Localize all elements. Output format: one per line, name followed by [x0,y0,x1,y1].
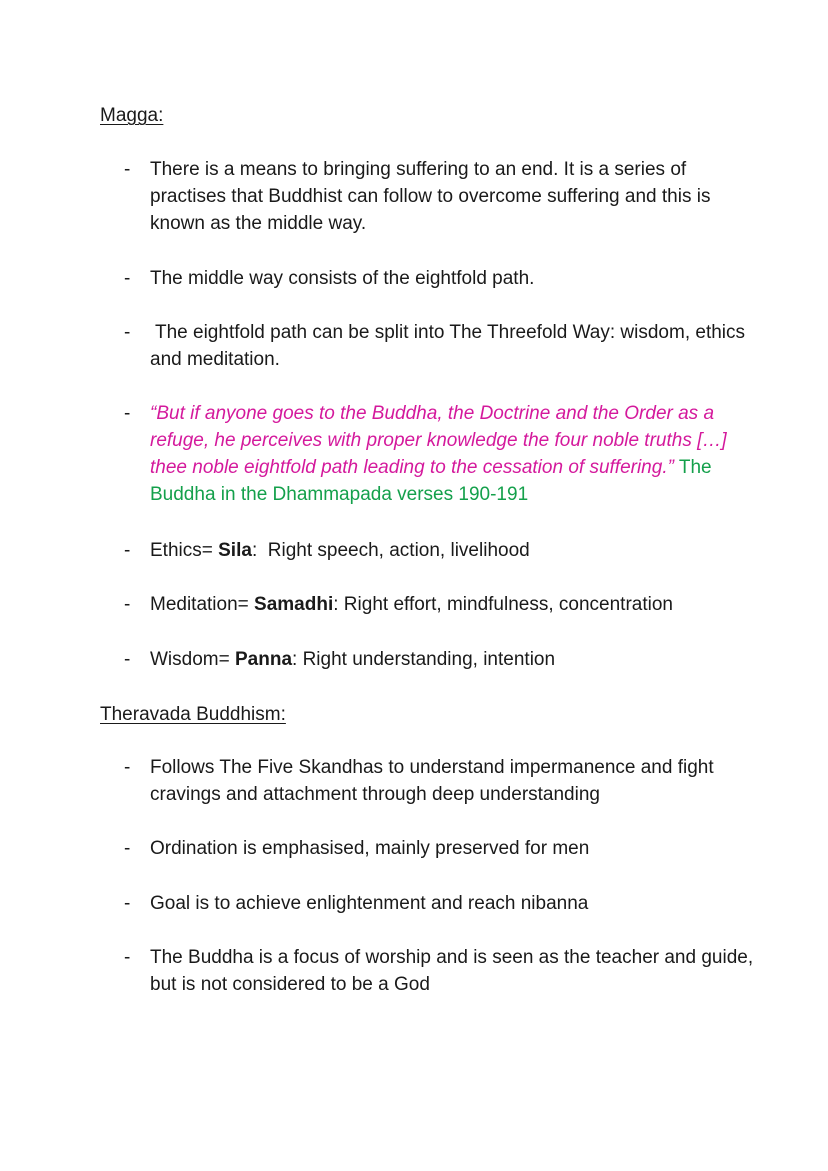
item-text [150,646,764,673]
pali-term: Sila [218,540,252,561]
item-prefix: Meditation= [150,594,255,615]
theravada-item-ordination [124,835,764,862]
item-text: The eightfold path can be split into The Threefold Way: wisdom, ethics and meditation. [150,322,746,370]
bullet-dash: - [124,594,131,615]
pali-term: Panna [235,649,293,670]
quote-source: The Buddha in the Dhammapada verses 190-191 [150,457,712,505]
dhammapada-quote: “But if anyone goes to the Buddha, the Doctrine and the Order as a refuge, he perceives with proper knowledge the four noble truths […] thee noble eightfold path leading to the cessation of suffering.” [150,403,727,478]
bullet-dash: - [124,838,131,859]
magga-item-wisdom [124,646,764,673]
item-text: Follows The Five Skandhas to understand impermanence and fight cravings and attachment through deep understanding [150,757,714,805]
theravada-item-skandhas [124,754,764,808]
bullet-dash: - [124,322,131,343]
magga-heading: Magga: [100,105,164,126]
pali-term: Samadhi [254,594,334,615]
bullet-dash: - [124,403,131,424]
bullet-dash: - [124,649,131,670]
bullet-dash: - [124,268,131,289]
bullet-dash: - [124,540,131,561]
bullet-dash: - [124,893,131,914]
theravada-item-goal [124,890,764,917]
item-text: Goal is to achieve enlightenment and reach nibanna [150,893,589,914]
item-prefix: Wisdom= [150,649,235,670]
item-text [150,591,764,618]
item-text: Ordination is emphasised, mainly preserved for men [150,838,590,859]
quote-paragraph [150,400,764,508]
item-rest: : Right speech, action, livelihood [251,540,530,561]
bullet-dash: - [124,947,131,968]
theravada-item-buddha [124,944,764,998]
item-prefix: Ethics= [150,540,219,561]
magga-item-middle-way [124,265,764,292]
bullet-dash: - [124,757,131,778]
magga-item-threefold [124,319,764,373]
item-text: The middle way consists of the eightfold path. [150,268,535,289]
magga-item-quote [124,400,764,508]
magga-item-means [124,156,764,237]
item-rest: : Right understanding, intention [292,649,556,670]
magga-item-ethics [124,537,764,564]
bullet-dash: - [124,159,131,180]
item-rest: : Right effort, mindfulness, concentration [333,594,673,615]
magga-item-meditation [124,591,764,618]
theravada-heading: Theravada Buddhism: [100,704,286,725]
item-text: There is a means to bringing suffering to an end. It is a series of practises that Buddhist can follow to overcome suffering and this is known as the middle way. [150,159,711,234]
item-text [150,537,764,564]
item-text: The Buddha is a focus of worship and is seen as the teacher and guide, but is not considered to be a God [150,947,754,995]
